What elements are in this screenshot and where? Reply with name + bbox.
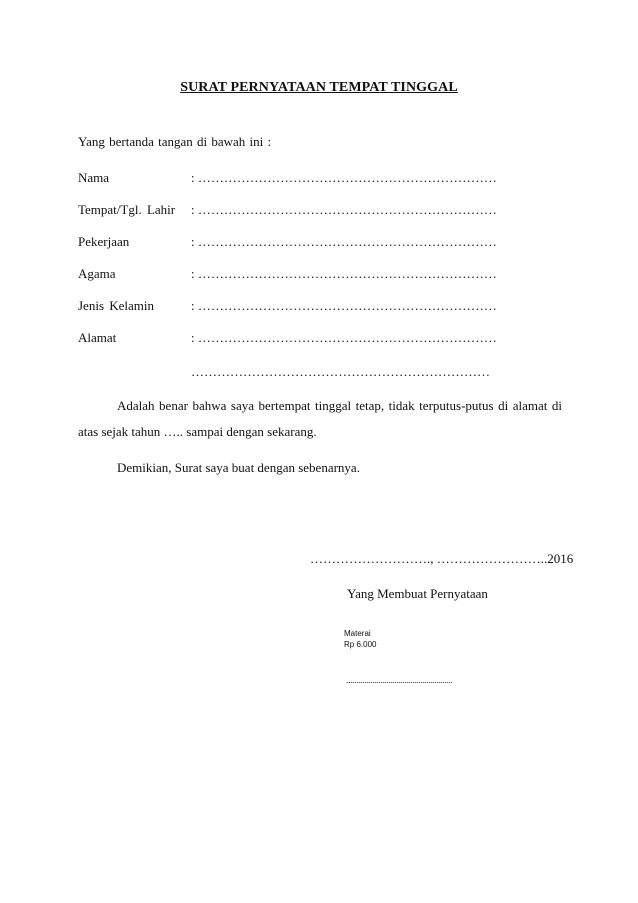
statement-line-1: Adalah benar bahwa saya bertempat tinggal tetap, tidak terputus-putus di alamat di bbox=[117, 398, 562, 413]
place-date: ………………………., ……………………..2016 bbox=[310, 551, 574, 566]
field-label: Alamat bbox=[78, 330, 117, 345]
materai-stamp-area bbox=[344, 628, 376, 650]
materai-label: Materai bbox=[344, 629, 371, 638]
field-label: Pekerjaan bbox=[78, 234, 130, 249]
field-label: Jenis Kelamin bbox=[78, 298, 155, 313]
intro-text: Yang bertanda tangan di bawah ini : bbox=[78, 134, 272, 149]
signer-title: Yang Membuat Pernyataan bbox=[347, 586, 488, 601]
field-value: : …………………………………………………………… bbox=[191, 202, 497, 217]
field-value: : …………………………………………………………… bbox=[191, 234, 497, 249]
closing-text: Demikian, Surat saya buat dengan sebenarnya. bbox=[117, 460, 360, 475]
document-title: SURAT PERNYATAAN TEMPAT TINGGAL bbox=[180, 80, 458, 95]
field-label: Agama bbox=[78, 266, 116, 281]
field-label: Tempat/Tgl. Lahir bbox=[78, 202, 176, 217]
field-value: : …………………………………………………………… bbox=[191, 330, 497, 345]
field-label: Nama bbox=[78, 170, 110, 185]
materai-value: Rp 6.000 bbox=[344, 640, 377, 649]
field-value: : …………………………………………………………… bbox=[191, 170, 497, 185]
signature-line: ..................................................... bbox=[346, 675, 453, 685]
field-value: : …………………………………………………………… bbox=[191, 298, 497, 313]
field-value: : …………………………………………………………… bbox=[191, 266, 497, 281]
statement-line-2: atas sejak tahun ….. sampai dengan sekarang. bbox=[78, 424, 317, 439]
field-value: …………………………………………………………… bbox=[191, 364, 490, 379]
